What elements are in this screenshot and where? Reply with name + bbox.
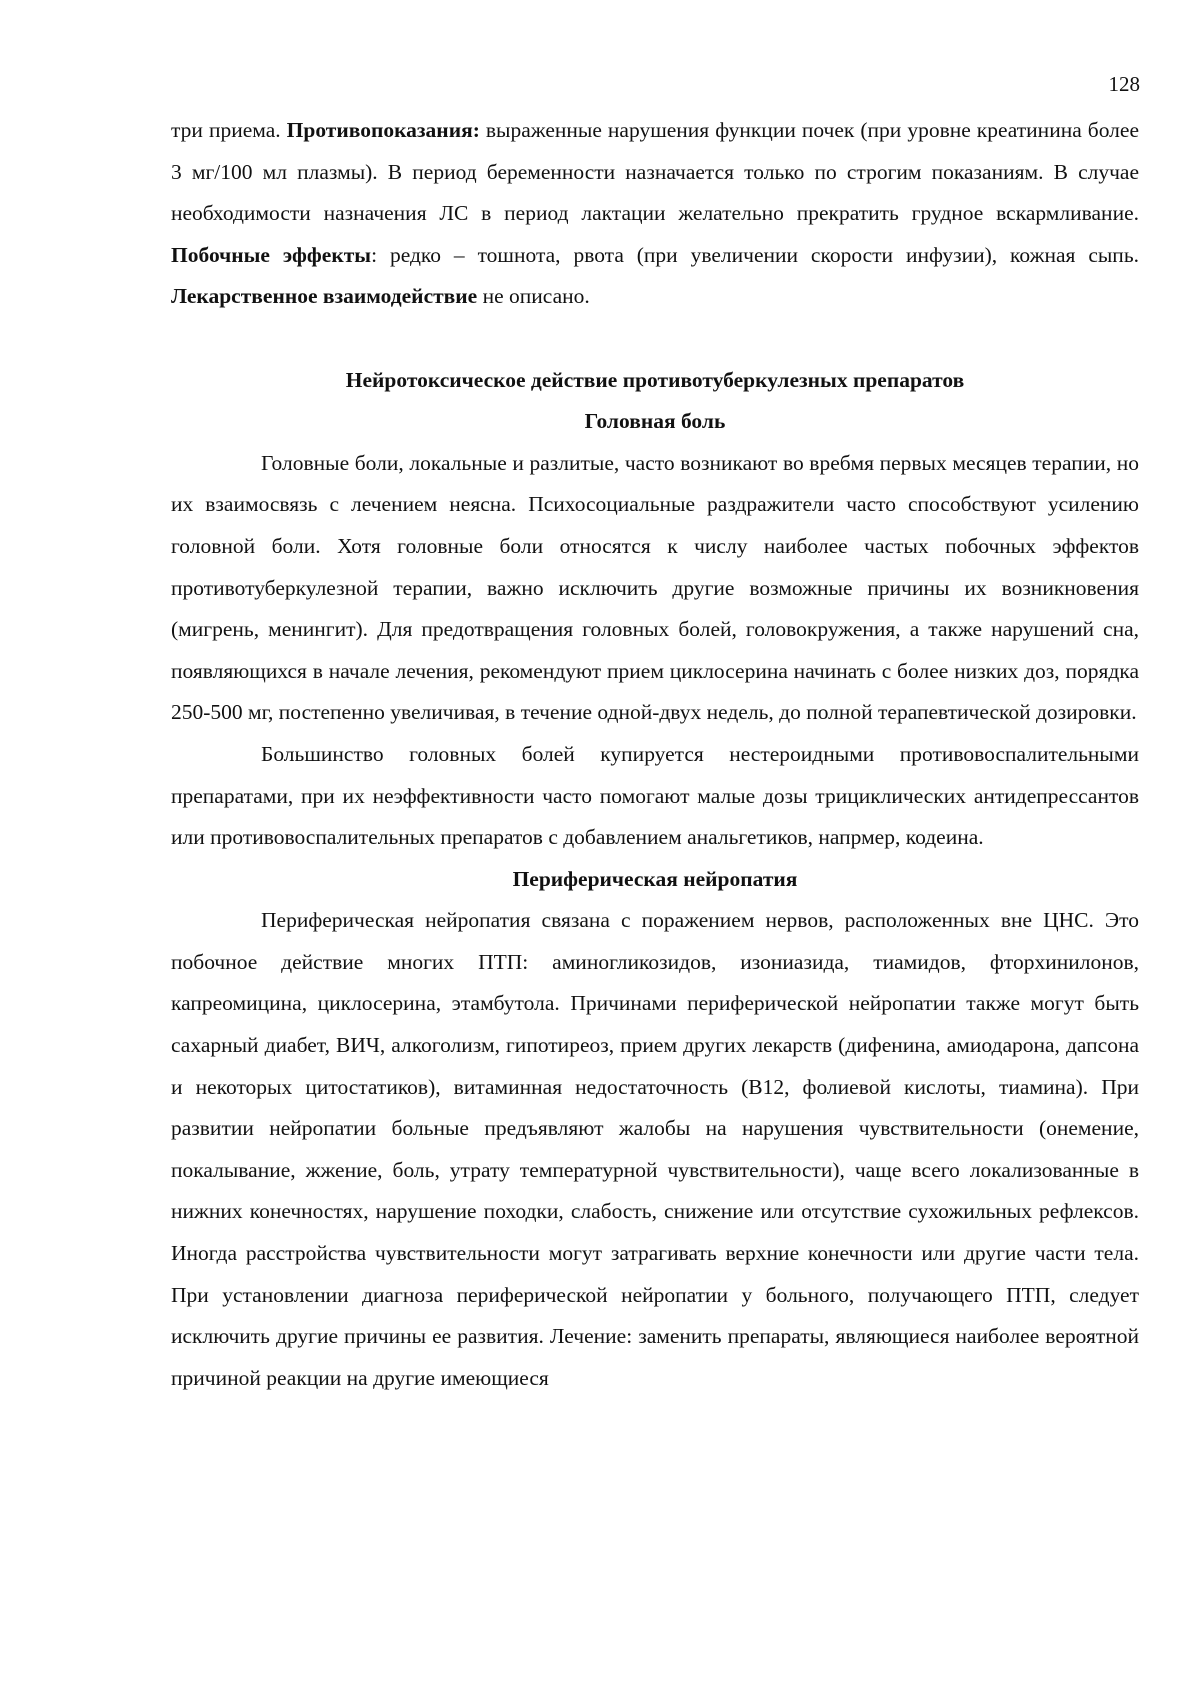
paragraph-contraindications xyxy=(171,110,1139,318)
paragraph-neuropathy-1: Периферическая нейропатия связана с поражением нервов, расположенных вне ЦНС. Это побочное действие многих ПТП: аминогликозидов, изониазида, тиамидов, фторхинилонов, капреомицина, циклосерина, этамбутола. Причинами периферической нейропатии также могут быть сахарный диабет, ВИЧ, алкоголизм, гипотиреоз, прием других лекарств (дифенина, амиодарона, дапсона и некоторых цитостатиков), витаминная недостаточность (В12, фолиевой кислоты, тиамина). При развитии нейропатии больные предъявляют жалобы на нарушения чувствительности (онемение, покалывание, жжение, боль, утрату температурной чувствительности), чаще всего локализованные в нижних конечностях, нарушение походки, слабость, снижение или отсутствие сухожильных рефлексов. Иногда расстройства чувствительности могут затрагивать верхние конечности или другие части тела. При установлении диагноза периферической нейропатии у больного, получающего ПТП, следует исключить другие причины ее развития. Лечение: заменить препараты, являющиеся наиболее вероятной причиной реакции на другие имеющиеся xyxy=(171,908,1139,1390)
section-title: Нейротоксическое действие противотуберкулезных препаратов xyxy=(345,367,965,392)
spacer xyxy=(171,318,1139,360)
page-number: 128 xyxy=(1108,72,1140,96)
text-segment: три приема. xyxy=(171,118,287,142)
text-segment: : редко – тошнота, рвота (при увеличении скорости инфузии), кожная сыпь. xyxy=(371,242,1139,267)
paragraph-headache-1: Головные боли, локальные и разлитые, часто возникают во вребмя первых месяцев терапии, но их взаимосвязь с лечением неясна. Психосоциальные раздражители часто способствуют усилению головной боли. Хотя головные боли относятся к числу наиболее частых побочных эффектов противотуберкулезной терапии, важно исключить другие возможные причины их возникновения (мигрень, менингит). Для предотвращения головных болей, головокружения, а также нарушений сна, появляющихся в начале лечения, рекомендуют прием циклосерина начинать с более низких доз, порядка 250-500 мг, постепенно увеличивая, в течение одной-двух недель, до полной терапевтической дозировки. xyxy=(171,450,1139,725)
page-content xyxy=(171,110,1139,1399)
text-segment: выраженные нарушения функции почек (при уровне креатинина более 3 мг/100 мл плазмы). В период беременности назначается только по строгим показаниям. В случае необходимости назначения ЛС в период лактации желательно прекратить грудное вскармливание. xyxy=(171,118,1139,226)
text-segment: не описано. xyxy=(477,284,590,309)
subsection-title-headache: Головная боль xyxy=(584,409,726,434)
paragraph-headache-2: Большинство головных болей купируется нестероидными противовоспалительными препаратами, при их неэффективности часто помогают малые дозы трициклических антидепрессантов или противовоспалительных препаратов с добавлением анальгетиков, напрмер, кодеина. xyxy=(171,741,1139,850)
bold-term-side-effects: Побочные эффекты xyxy=(171,242,372,267)
subsection-title-neuropathy: Периферическая нейропатия xyxy=(512,866,798,891)
bold-term-contraindications: Противопоказания: xyxy=(286,118,480,142)
bold-term-drug-interaction: Лекарственное взаимодействие xyxy=(171,284,478,309)
